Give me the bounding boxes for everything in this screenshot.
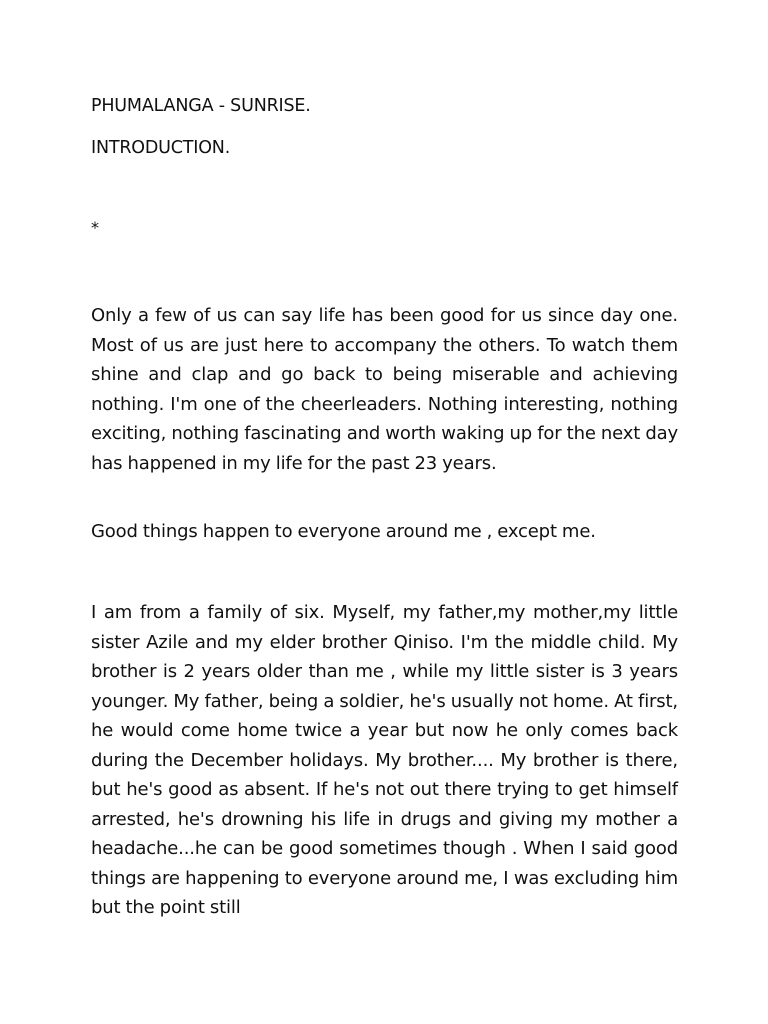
paragraph-3: I am from a family of six. Myself, my father,my mother,my little sister Azile and my elder brother Qiniso. I'm the middle child. My brother is 2 years older than me , while my little sister is 3 years younger. My father, being a soldier, he's usually not home. At first, he would come home twice a year but now he only comes back during the December holidays. My brother.... My brother is there, but he's good as absent. If he's not out there trying to get himself arrested, he's drowning his life in drugs and giving my mother a headache...he can be good sometimes though . When I said good things are happening to everyone around me, I was excluding him but the point still	[91, 602, 678, 918]
story-title: PHUMALANGA - SUNRISE.	[91, 96, 311, 116]
paragraph-1: Only a few of us can say life has been good for us since day one. Most of us are just here to accompany the others. To watch them shine and clap and go back to being miserable and achieving nothing. I'm one of the cheerleaders. Nothing interesting, nothing exciting, nothing fascinating and worth waking up for the next day has happened in my life for the past 23 years.	[91, 305, 678, 474]
document-page	[91, 0, 678, 1024]
section-heading: INTRODUCTION.	[91, 138, 231, 158]
paragraph-2: Good things happen to everyone around me , except me.	[91, 521, 596, 542]
section-separator: *	[91, 218, 99, 237]
